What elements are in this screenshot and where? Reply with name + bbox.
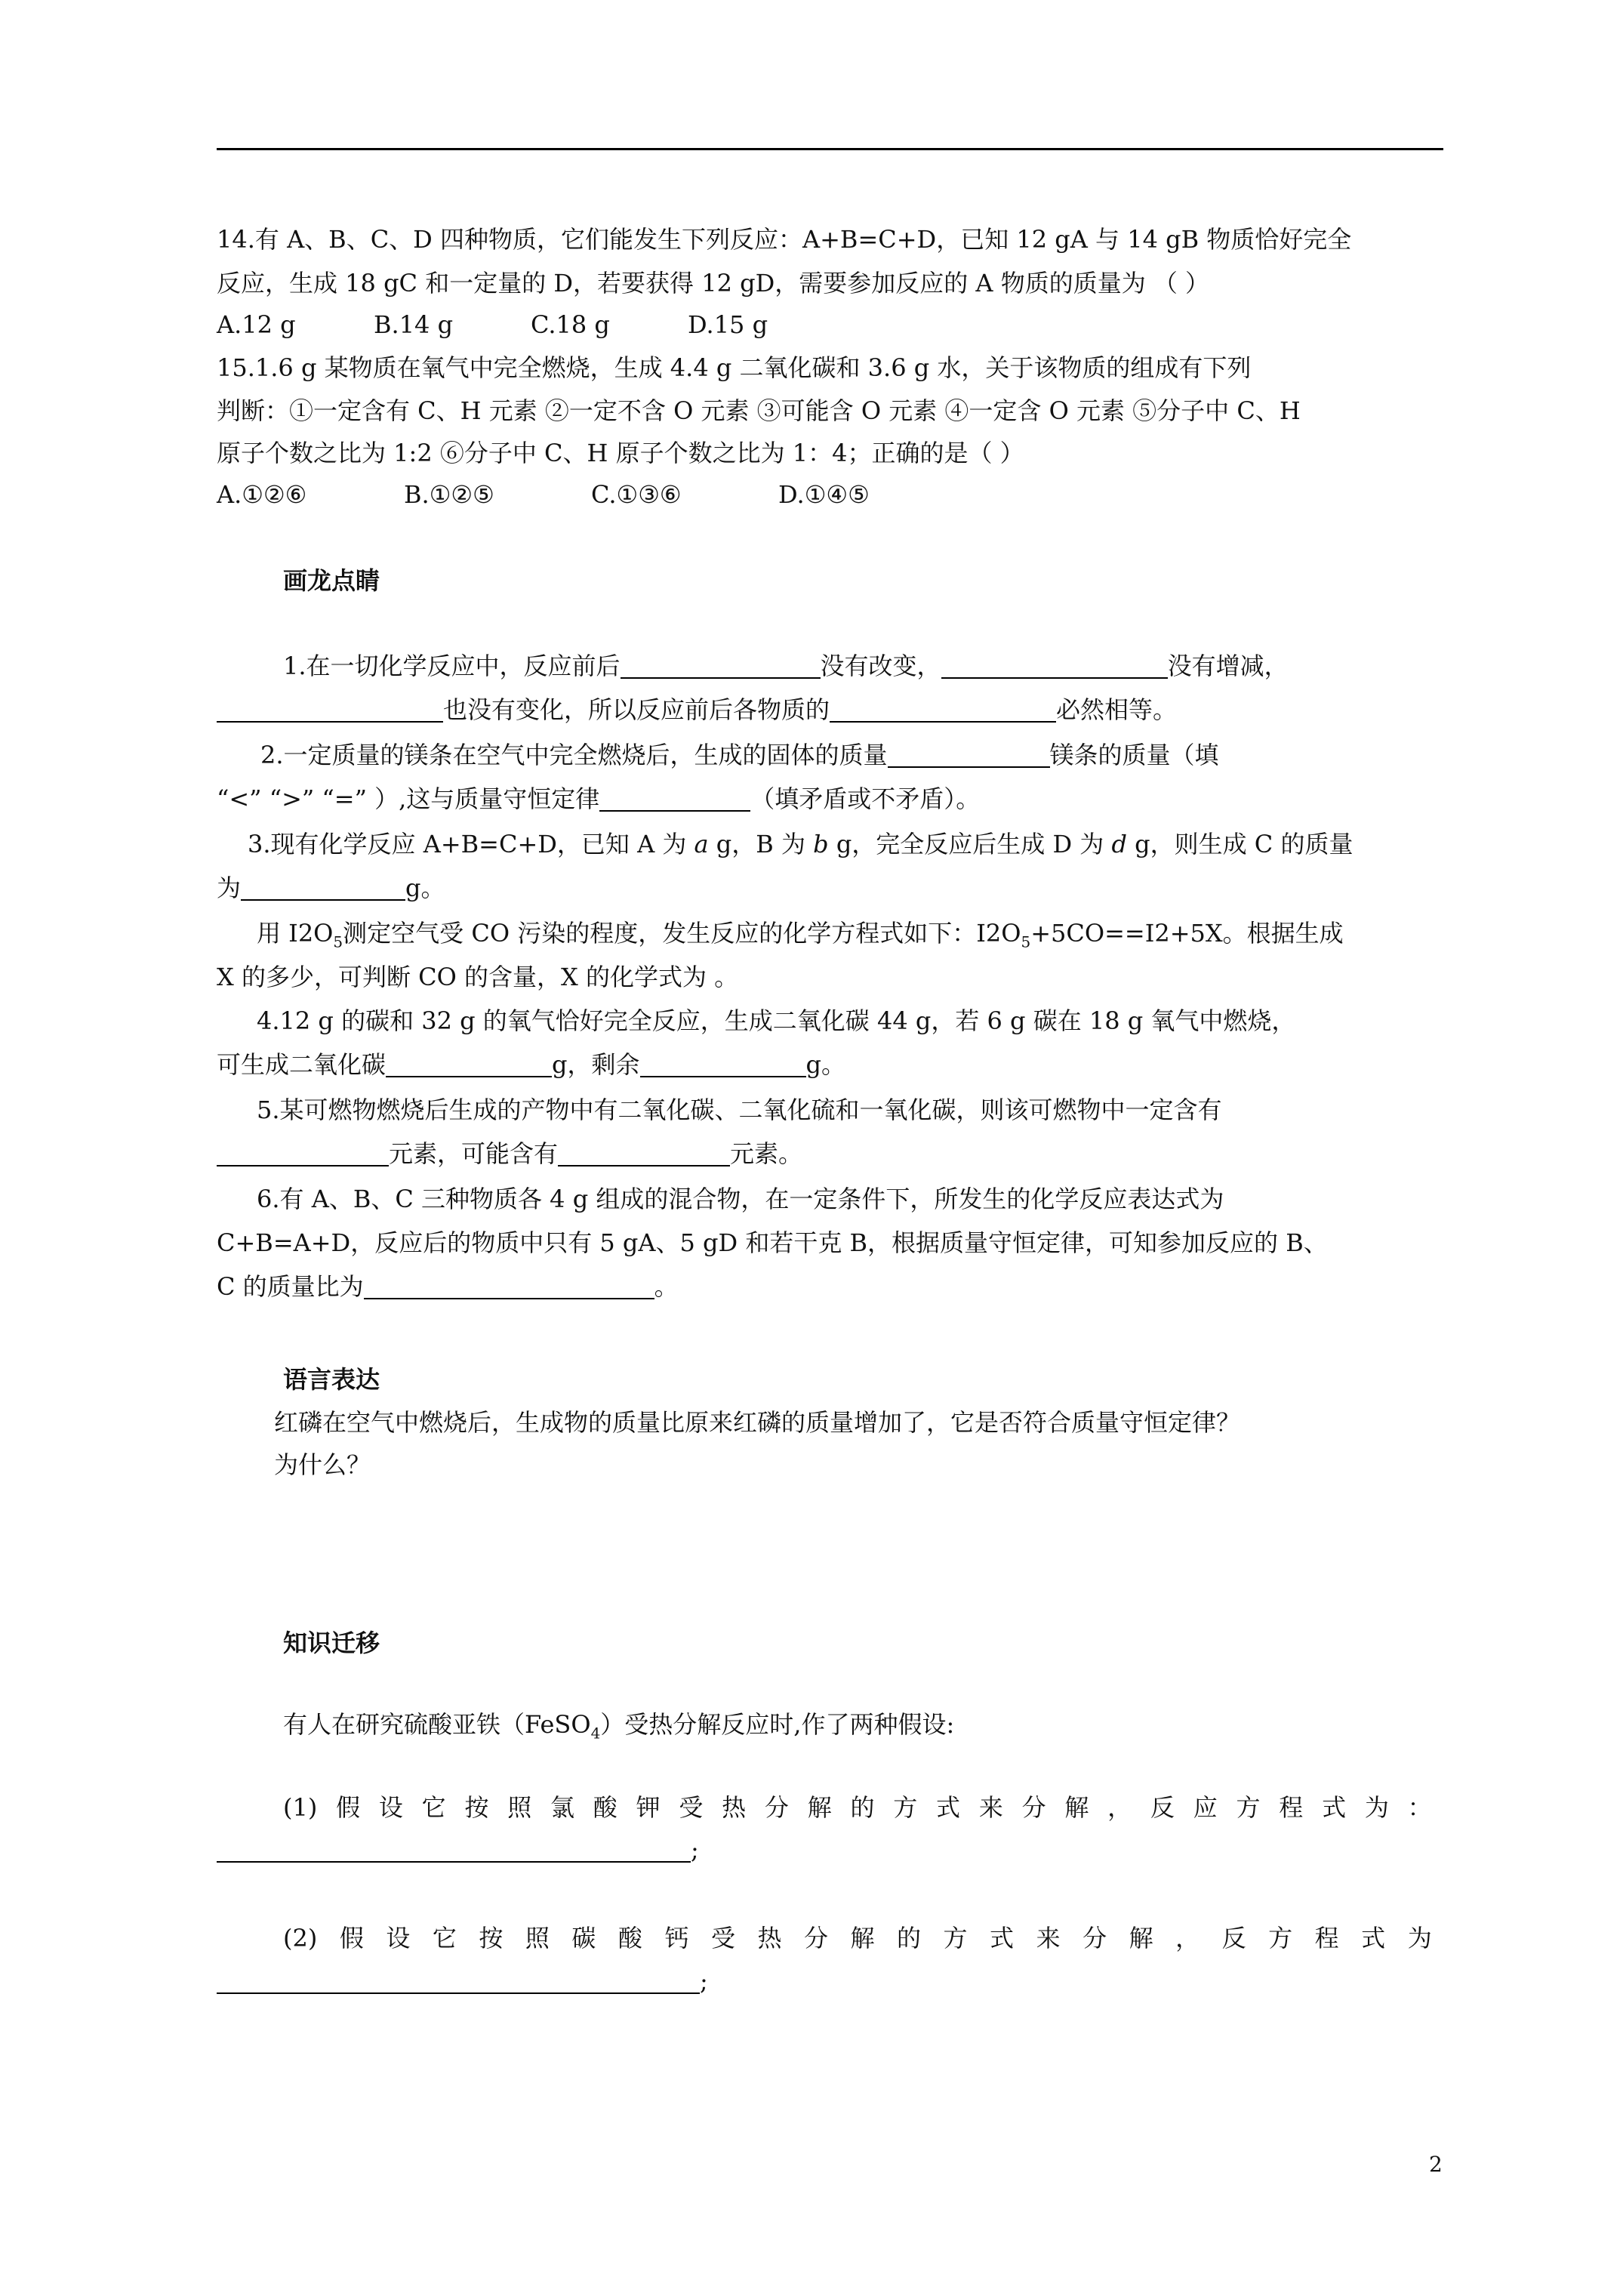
fill-6-line-3 (217, 1270, 679, 1303)
hypothesis-2-char: 分 (803, 1924, 828, 1952)
hypothesis-1 (283, 1791, 1432, 1824)
q15-option-a: A.①②⑥ (217, 480, 307, 509)
hypothesis-2-char: 它 (432, 1924, 457, 1952)
hypothesis-1-char: 反 (1150, 1793, 1175, 1822)
answer-blank-h2[interactable] (217, 1970, 700, 1994)
q14-options (217, 308, 768, 341)
fill-2-text-c: “<” “>” “=” ）,这与质量守恒定律 (217, 784, 600, 813)
hypothesis-1-char: 来 (978, 1793, 1003, 1822)
variable-a: a (694, 830, 709, 858)
fill-1-text-c: 没有增减， (1167, 652, 1289, 680)
section-heading-yuyan: 语言表达 (283, 1365, 380, 1394)
fill-4-line-2 (217, 1048, 845, 1081)
i2o5-text-a: 用 I2O (257, 919, 334, 948)
fill-1-text-d: 也没有变化，所以反应前后各物质的 (443, 695, 830, 724)
hypothesis-1-char: 假 (336, 1793, 361, 1822)
hypothesis-1-char: (1) (283, 1793, 318, 1822)
hypothesis-1-char: 程 (1279, 1793, 1304, 1822)
hypothesis-2-char: 式 (1361, 1924, 1386, 1952)
answer-blank-h1[interactable] (217, 1838, 691, 1863)
hypothesis-1-char: 它 (421, 1793, 446, 1822)
fill-4-text-b: 可生成二氧化碳 (217, 1050, 387, 1079)
hypothesis-2 (283, 1922, 1432, 1955)
fill-3-text-a: 3.现有化学反应 A+B=C+D，已知 A 为 (248, 830, 687, 858)
fill-6-text-d: 。 (654, 1272, 679, 1301)
fill-2-text-d: （填矛盾或不矛盾）。 (750, 784, 981, 813)
answer-blank-1c[interactable] (217, 698, 443, 723)
answer-blank-1d[interactable] (830, 698, 1056, 723)
answer-blank-6[interactable] (364, 1275, 654, 1299)
i2o5-subscript: 5 (333, 932, 343, 951)
fill-2-line-1 (260, 738, 1219, 772)
variable-d: d (1111, 830, 1127, 858)
hypothesis-1-char: 式 (936, 1793, 961, 1822)
q14-line-1: 14.有 A、B、C、D 四种物质，它们能发生下列反应：A+B=C+D，已知 12 gA 与 14 gB 物质恰好完全 (217, 225, 1352, 254)
fill-2-text-b: 镁条的质量（填 (1049, 741, 1219, 769)
hypothesis-1-answer (217, 1833, 699, 1866)
fill-3-text-d: g，则生成 C 的质量 (1126, 830, 1354, 858)
hypothesis-1-char: 的 (850, 1793, 875, 1822)
q15-line-3: 原子个数之比为 1:2 ⑥分子中 C、H 原子个数之比为 1：4；正确的是（ ） (217, 439, 1024, 467)
answer-blank-1a[interactable] (621, 655, 821, 679)
hypothesis-1-char: 式 (1322, 1793, 1347, 1822)
hypothesis-2-char: 照 (525, 1924, 550, 1952)
fill-6-line-1: 6.有 A、B、C 三种物质各 4 g 组成的混合物，在一定条件下，所发生的化学反应表达式为 (257, 1185, 1224, 1213)
transfer-intro-subscript: 4 (590, 1724, 601, 1743)
hypothesis-2-end: ; (700, 1967, 708, 1996)
q14-option-d: D.15 g (688, 310, 768, 339)
hypothesis-1-char: 为 (1364, 1793, 1389, 1822)
hypothesis-2-char: 程 (1314, 1924, 1339, 1952)
hypothesis-1-char: 设 (378, 1793, 403, 1822)
i2o5-text-c: +5CO==I2+5X。根据生成 (1030, 919, 1344, 948)
hypothesis-1-char: 按 (464, 1793, 489, 1822)
hypothesis-1-char: 热 (722, 1793, 747, 1822)
hypothesis-2-char: 钙 (664, 1924, 689, 1952)
hypothesis-1-char: 照 (507, 1793, 532, 1822)
q14-option-c: C.18 g (531, 310, 610, 339)
hypothesis-2-char: 的 (897, 1924, 922, 1952)
answer-blank-2a[interactable] (888, 744, 1050, 768)
hypothesis-2-char: 假 (339, 1924, 364, 1952)
i2o5-text-b: 测定空气受 CO 污染的程度，发生反应的化学方程式如下：I2O (343, 919, 1021, 948)
transfer-intro-a: 有人在研究硫酸亚铁（FeSO (283, 1710, 591, 1739)
fill-1-text-e: 必然相等。 (1056, 695, 1178, 724)
hypothesis-2-char: 来 (1036, 1924, 1061, 1952)
hypothesis-1-char: 方 (893, 1793, 918, 1822)
hypothesis-1-char: 钾 (636, 1793, 661, 1822)
i2o5-line-1 (257, 917, 1344, 950)
answer-blank-4a[interactable] (386, 1053, 552, 1077)
hypothesis-1-char: 受 (679, 1793, 704, 1822)
fill-1-text-a: 1.在一切化学反应中，反应前后 (283, 652, 621, 680)
fill-4-text-c: g，剩余 (552, 1050, 640, 1079)
hypothesis-1-char: ， (1107, 1793, 1132, 1822)
hypothesis-1-char: 方 (1236, 1793, 1261, 1822)
q15-option-c: C.①③⑥ (591, 480, 682, 509)
q15-options (217, 478, 870, 511)
q15-option-b: B.①②⑤ (404, 480, 494, 509)
fill-3-text-f: g。 (405, 874, 445, 902)
fill-5-text-b: 元素，可能含有 (389, 1139, 559, 1168)
q15-line-2: 判断：①一定含有 C、H 元素 ②一定不含 O 元素 ③可能含 O 元素 ④一定含 O 元素 ⑤分子中 C、H (217, 396, 1301, 425)
q15-line-1: 15.1.6 g 某物质在氧气中完全燃烧，生成 4.4 g 二氧化碳和 3.6 g 水，关于该物质的组成有下列 (217, 353, 1252, 382)
fill-6-line-2: C+B=A+D，反应后的物质中只有 5 gA、5 gD 和若干克 B，根据质量守恒定律，可知参加反应的 B、 (217, 1228, 1328, 1257)
hypothesis-1-end: ; (691, 1835, 699, 1864)
q14-option-b: B.14 g (374, 310, 454, 339)
transfer-intro-b: ）受热分解反应时,作了两种假设: (600, 1710, 955, 1739)
fill-2-line-2 (217, 782, 980, 815)
fill-2-text-a: 2.一定质量的镁条在空气中完全燃烧后，生成的固体的质量 (260, 741, 888, 769)
hypothesis-2-char: 方 (943, 1924, 968, 1952)
transfer-intro (283, 1708, 954, 1741)
fill-5-text-c: 元素。 (730, 1139, 803, 1168)
fill-4-text-d: g。 (805, 1050, 846, 1079)
hypothesis-1-char: 分 (1021, 1793, 1046, 1822)
answer-blank-5b[interactable] (558, 1142, 730, 1166)
i2o5-line-2: X 的多少，可判断 CO 的含量，X 的化学式为 。 (217, 963, 739, 991)
essay-question-line-2: 为什么？ (274, 1450, 371, 1479)
hypothesis-1-char: ： (1407, 1793, 1432, 1822)
hypothesis-2-char: 受 (710, 1924, 735, 1952)
hypothesis-1-char: 解 (1064, 1793, 1089, 1822)
fill-4-line-1: 4.12 g 的碳和 32 g 的氧气恰好完全反应，生成二氧化碳 44 g，若 6 g 碳在 18 g 氧气中燃烧， (257, 1006, 1296, 1035)
hypothesis-2-char: 方 (1268, 1924, 1293, 1952)
fill-5-line-1: 5.某可燃物燃烧后生成的产物中有二氧化碳、二氧化硫和一氧化碳，则该可燃物中一定含有 (257, 1096, 1222, 1124)
hypothesis-1-char: 氯 (550, 1793, 575, 1822)
hypothesis-2-char: 设 (386, 1924, 411, 1952)
hypothesis-1-char: 解 (807, 1793, 832, 1822)
answer-blank-2b[interactable] (599, 787, 750, 812)
hypothesis-1-char: 应 (1193, 1793, 1218, 1822)
section-heading-zhishi: 知识迁移 (283, 1629, 380, 1657)
fill-3-line-2 (217, 871, 445, 905)
fill-1-line-1 (283, 649, 1289, 683)
header-rule (217, 148, 1443, 150)
hypothesis-2-char: 反 (1221, 1924, 1246, 1952)
hypothesis-2-char: 解 (850, 1924, 875, 1952)
answer-blank-3[interactable] (241, 877, 405, 901)
fill-1-line-2 (217, 693, 1177, 726)
fill-3-line-1 (248, 827, 1353, 861)
fill-1-text-b: 没有改变， (820, 652, 941, 680)
hypothesis-2-char: 解 (1129, 1924, 1153, 1952)
hypothesis-2-char: (2) (283, 1924, 318, 1952)
section-heading-hualong: 画龙点睛 (283, 566, 380, 595)
fill-3-text-b: g，B 为 (708, 830, 805, 858)
hypothesis-2-char: 按 (479, 1924, 504, 1952)
fill-3-text-c: g，完全反应后生成 D 为 (828, 830, 1104, 858)
hypothesis-2-char: 热 (757, 1924, 782, 1952)
hypothesis-2-char: 碳 (571, 1924, 596, 1952)
essay-question-line-1: 红磷在空气中燃烧后，生成物的质量比原来红磷的质量增加了，它是否符合质量守恒定律？ (274, 1408, 1241, 1437)
hypothesis-2-char: 式 (990, 1924, 1015, 1952)
hypothesis-2-char: 分 (1083, 1924, 1107, 1952)
hypothesis-1-char: 酸 (593, 1793, 617, 1822)
page-number: 2 (1429, 2152, 1443, 2177)
hypothesis-2-char: 为 (1407, 1924, 1432, 1952)
answer-blank-5a[interactable] (217, 1142, 389, 1166)
hypothesis-2-answer (217, 1965, 708, 1998)
q14-option-a: A.12 g (217, 310, 296, 339)
q15-option-d: D.①④⑤ (778, 480, 870, 509)
fill-3-text-e: 为 (217, 874, 242, 902)
fill-5-line-2 (217, 1137, 802, 1170)
q14-line-2: 反应，生成 18 gC 和一定量的 D，若要获得 12 gD，需要参加反应的 A 物质的质量为 （ ） (217, 269, 1210, 297)
answer-blank-4b[interactable] (640, 1053, 806, 1077)
hypothesis-1-char: 分 (764, 1793, 789, 1822)
i2o5-subscript-2: 5 (1021, 932, 1031, 951)
hypothesis-2-char: 酸 (617, 1924, 642, 1952)
fill-6-text-c: C 的质量比为 (217, 1272, 364, 1301)
variable-b: b (813, 830, 829, 858)
answer-blank-1b[interactable] (941, 655, 1168, 679)
hypothesis-2-char: ， (1175, 1924, 1200, 1952)
